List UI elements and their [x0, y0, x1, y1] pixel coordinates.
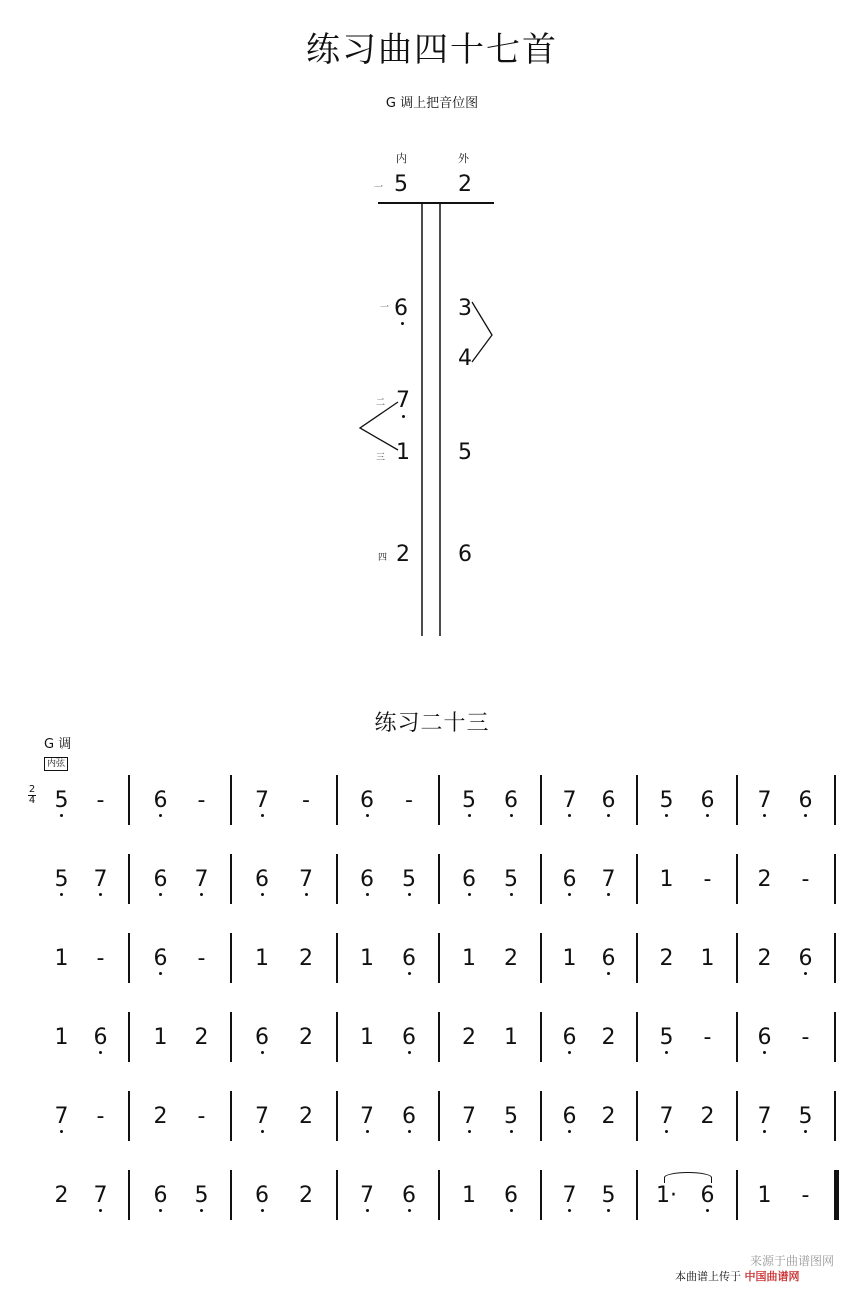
- measure: [646, 1012, 728, 1062]
- barline: [736, 854, 738, 904]
- outer-note: 5: [458, 440, 472, 465]
- measure: [346, 1012, 430, 1062]
- low-octave-dot: [159, 893, 162, 896]
- note: -: [96, 945, 105, 971]
- barline: [636, 933, 638, 983]
- barline: [336, 1012, 338, 1062]
- low-octave-dot: [408, 1209, 411, 1212]
- note: 6: [397, 946, 421, 971]
- note: 2: [54, 1182, 69, 1208]
- low-octave-dot: [804, 972, 807, 975]
- barline: [834, 1012, 836, 1062]
- position-mark: 一: [374, 183, 384, 193]
- note: 7: [597, 867, 621, 892]
- measure: [240, 1170, 328, 1220]
- note: 6: [558, 867, 582, 892]
- position-mark: 一: [380, 303, 390, 313]
- note: 6: [753, 1025, 777, 1050]
- position-mark: 三: [376, 453, 386, 463]
- barline: [128, 1170, 130, 1220]
- score-row: [0, 1091, 864, 1151]
- measure: [140, 854, 222, 904]
- barline: [636, 775, 638, 825]
- low-octave-dot: [665, 814, 668, 817]
- measure: [550, 933, 628, 983]
- barline: [336, 933, 338, 983]
- note: -: [197, 787, 206, 813]
- measure: [346, 933, 430, 983]
- measure: [346, 775, 430, 825]
- note: -: [801, 866, 810, 892]
- note: -: [197, 945, 206, 971]
- low-octave-dot: [763, 1130, 766, 1133]
- time-sig-bottom: 4: [28, 795, 36, 806]
- measure: [140, 933, 222, 983]
- note: 6: [250, 867, 274, 892]
- measure: [448, 854, 532, 904]
- note: 2: [153, 1103, 168, 1129]
- barline: [636, 1012, 638, 1062]
- low-octave-dot: [706, 814, 709, 817]
- note: 5: [50, 788, 74, 813]
- low-octave-dot: [200, 893, 203, 896]
- measure: [42, 1170, 120, 1220]
- low-octave-dot: [408, 1130, 411, 1133]
- low-octave-dot: [60, 893, 63, 896]
- low-octave-dot: [568, 1130, 571, 1133]
- outer-note: 6: [458, 542, 472, 567]
- measure: [550, 854, 628, 904]
- note: 7: [250, 788, 274, 813]
- measure: [744, 1091, 826, 1141]
- measure: [744, 775, 826, 825]
- note: 2: [299, 1182, 313, 1208]
- measure: [42, 933, 120, 983]
- note: 5: [794, 1104, 818, 1129]
- measure: [240, 1091, 328, 1141]
- note: 5: [457, 788, 481, 813]
- note: -: [197, 1103, 206, 1129]
- barline: [128, 1012, 130, 1062]
- measure: [140, 1012, 222, 1062]
- note: 6: [89, 1025, 113, 1050]
- score-row: [0, 775, 864, 835]
- note: 6: [558, 1025, 582, 1050]
- low-octave-dot: [568, 1209, 571, 1212]
- measure: [646, 854, 728, 904]
- note: 2: [299, 1024, 313, 1050]
- note: 6: [397, 1183, 421, 1208]
- measure: [550, 1012, 628, 1062]
- low-octave-dot: [99, 893, 102, 896]
- note: 6: [250, 1183, 274, 1208]
- note: 7: [753, 1104, 777, 1129]
- watermark: 来源于曲谱图网: [749, 1254, 834, 1268]
- measure: [42, 775, 120, 825]
- note: 7: [558, 1183, 582, 1208]
- note: 5: [597, 1183, 621, 1208]
- fingering-chart-title: G 调上把音位图: [385, 96, 479, 111]
- exercise-title: 练习二十三: [374, 711, 490, 736]
- inner-note: 1: [396, 440, 410, 465]
- low-octave-dot: [468, 893, 471, 896]
- low-octave-dot: [366, 1209, 369, 1212]
- low-octave-dot: [804, 1130, 807, 1133]
- low-octave-dot: [510, 1130, 513, 1133]
- measure: [448, 1170, 532, 1220]
- note: 5: [655, 788, 679, 813]
- outer-note: 4: [458, 346, 472, 371]
- note: 1: [255, 945, 269, 971]
- note: 6: [696, 788, 720, 813]
- low-octave-dot: [261, 893, 264, 896]
- key-signature: G 调: [44, 737, 72, 752]
- measure: [448, 933, 532, 983]
- score-row: [0, 1012, 864, 1072]
- low-octave-dot: [804, 814, 807, 817]
- measure: [550, 1170, 628, 1220]
- note: 1·: [656, 1182, 677, 1208]
- barline: [438, 1170, 440, 1220]
- note: 5: [499, 867, 523, 892]
- note: 2: [299, 1103, 313, 1129]
- note: -: [703, 866, 712, 892]
- note: 1: [54, 1024, 69, 1050]
- barline: [736, 1091, 738, 1141]
- note: 7: [753, 788, 777, 813]
- measure: [140, 775, 222, 825]
- note: 7: [355, 1183, 379, 1208]
- note: 1: [153, 1024, 168, 1050]
- barline: [128, 933, 130, 983]
- barline: [438, 854, 440, 904]
- barline: [128, 1091, 130, 1141]
- note: 6: [149, 946, 173, 971]
- low-octave-dot: [159, 814, 162, 817]
- note: 7: [355, 1104, 379, 1129]
- note: 2: [700, 1103, 715, 1129]
- measure: [42, 1012, 120, 1062]
- barline: [736, 1170, 738, 1220]
- note: 6: [149, 788, 173, 813]
- barline: [540, 1091, 542, 1141]
- outer-note: 2: [458, 172, 472, 197]
- measure: [346, 1091, 430, 1141]
- barline: [636, 854, 638, 904]
- low-octave-dot: [99, 1209, 102, 1212]
- note: -: [96, 1103, 105, 1129]
- low-octave-dot: [261, 1051, 264, 1054]
- barline: [230, 854, 232, 904]
- barline: [834, 1091, 836, 1141]
- low-octave-dot: [763, 1051, 766, 1054]
- note: 6: [397, 1025, 421, 1050]
- position-mark: 四: [378, 553, 388, 563]
- note: 7: [250, 1104, 274, 1129]
- time-sig-top: 2: [28, 784, 36, 795]
- barline: [336, 854, 338, 904]
- low-octave-dot: [408, 1051, 411, 1054]
- measure: [550, 1091, 628, 1141]
- measure: [140, 1091, 222, 1141]
- inner-note: 7: [396, 388, 410, 413]
- measure: [140, 1170, 222, 1220]
- barline: [230, 775, 232, 825]
- barline: [438, 933, 440, 983]
- barline: [736, 933, 738, 983]
- low-octave-dot: [366, 893, 369, 896]
- note: -: [703, 1024, 712, 1050]
- note: 1: [360, 945, 374, 971]
- note: 5: [655, 1025, 679, 1050]
- note: 7: [89, 867, 113, 892]
- measure: [646, 775, 728, 825]
- barline: [834, 854, 836, 904]
- low-octave-dot: [763, 814, 766, 817]
- note: 1: [700, 945, 715, 971]
- note: 5: [499, 1104, 523, 1129]
- barline: [438, 1091, 440, 1141]
- score-row: [0, 1170, 864, 1230]
- barline: [540, 1012, 542, 1062]
- note: 7: [50, 1104, 74, 1129]
- note: 6: [397, 1104, 421, 1129]
- note: 7: [190, 867, 214, 892]
- barline: [834, 775, 836, 825]
- measure: [240, 933, 328, 983]
- note: 6: [794, 946, 818, 971]
- barline: [128, 775, 130, 825]
- note: -: [801, 1024, 810, 1050]
- measure: [448, 775, 532, 825]
- score-row: [0, 933, 864, 993]
- barline: [834, 933, 836, 983]
- barline: [230, 1170, 232, 1220]
- low-octave-dot: [200, 1209, 203, 1212]
- low-octave-dot: [607, 972, 610, 975]
- note: 2: [504, 945, 518, 971]
- measure: [550, 775, 628, 825]
- note: -: [96, 787, 105, 813]
- page-title: 练习曲四十七首: [306, 30, 558, 70]
- string-indicator: 内弦: [44, 757, 68, 771]
- barline: [336, 1091, 338, 1141]
- note: 1: [562, 945, 577, 971]
- low-octave-dot: [159, 972, 162, 975]
- measure: [744, 1170, 826, 1220]
- measure: [448, 1091, 532, 1141]
- footer-brand: 中国曲谱网: [744, 1270, 800, 1283]
- low-octave-dot: [366, 814, 369, 817]
- barline: [336, 1170, 338, 1220]
- barline: [230, 1012, 232, 1062]
- note: -: [405, 787, 413, 813]
- barline: [438, 775, 440, 825]
- note: 6: [597, 946, 621, 971]
- note: 2: [601, 1024, 616, 1050]
- barline: [636, 1091, 638, 1141]
- barline: [540, 1170, 542, 1220]
- barline: [230, 933, 232, 983]
- measure: [240, 854, 328, 904]
- note: 1: [54, 945, 69, 971]
- low-octave-dot: [408, 893, 411, 896]
- note: 5: [190, 1183, 214, 1208]
- low-octave-dot: [665, 1051, 668, 1054]
- note: 2: [194, 1024, 209, 1050]
- inner-note: 2: [396, 542, 410, 567]
- low-octave-dot: [468, 814, 471, 817]
- note: 7: [558, 788, 582, 813]
- note: 1: [757, 1182, 772, 1208]
- note: 6: [696, 1183, 720, 1208]
- measure: [42, 854, 120, 904]
- footer-caption: [675, 1268, 800, 1284]
- measure: [240, 1012, 328, 1062]
- score-row: [0, 854, 864, 914]
- low-octave-dot: [607, 814, 610, 817]
- note: 7: [655, 1104, 679, 1129]
- low-octave-dot: [607, 1209, 610, 1212]
- low-octave-dot: [665, 1130, 668, 1133]
- note: 6: [794, 788, 818, 813]
- barline: [636, 1170, 638, 1220]
- note: 5: [397, 867, 421, 892]
- low-octave-dot: [510, 1209, 513, 1212]
- low-octave-dot: [366, 1130, 369, 1133]
- note: 1: [360, 1024, 374, 1050]
- footer-caption-text: 本曲谱上传于: [675, 1270, 741, 1283]
- note: 2: [757, 945, 772, 971]
- note: 6: [457, 867, 481, 892]
- low-octave-dot: [261, 1209, 264, 1212]
- note: 7: [89, 1183, 113, 1208]
- barline: [128, 854, 130, 904]
- note: 7: [294, 867, 318, 892]
- barline: [834, 1170, 839, 1220]
- note: 2: [659, 945, 674, 971]
- measure: [744, 854, 826, 904]
- note: 2: [462, 1024, 476, 1050]
- barline: [540, 933, 542, 983]
- low-octave-dot: [510, 814, 513, 817]
- outer-note: 3: [458, 296, 472, 321]
- barline: [736, 775, 738, 825]
- note: 6: [250, 1025, 274, 1050]
- inner-note: 6: [394, 296, 408, 321]
- low-octave-dot: [568, 1051, 571, 1054]
- measure: [42, 1091, 120, 1141]
- measure: [240, 775, 328, 825]
- note: 6: [355, 867, 379, 892]
- measure: [646, 933, 728, 983]
- low-octave-dot: [99, 1051, 102, 1054]
- measure: [346, 1170, 430, 1220]
- note: -: [302, 787, 310, 813]
- note: 5: [50, 867, 74, 892]
- barline: [540, 775, 542, 825]
- inner-string-label: 内: [396, 152, 407, 165]
- low-octave-dot: [305, 893, 308, 896]
- low-octave-dot: [706, 1209, 709, 1212]
- tie-arc: [664, 1172, 712, 1183]
- low-octave-dot: [510, 893, 513, 896]
- note: 6: [149, 1183, 173, 1208]
- note: 1: [659, 866, 674, 892]
- note: 1: [462, 945, 476, 971]
- low-octave-dot: [408, 972, 411, 975]
- measure: [744, 933, 826, 983]
- note: 2: [601, 1103, 616, 1129]
- barline: [438, 1012, 440, 1062]
- note: 1: [504, 1024, 518, 1050]
- barline: [540, 854, 542, 904]
- low-octave-dot: [159, 1209, 162, 1212]
- note: 7: [457, 1104, 481, 1129]
- note: -: [801, 1182, 810, 1208]
- barline: [230, 1091, 232, 1141]
- measure: [346, 854, 430, 904]
- note: 6: [499, 1183, 523, 1208]
- note: 6: [499, 788, 523, 813]
- position-mark: 二: [376, 398, 386, 408]
- inner-note: 5: [394, 172, 408, 197]
- low-octave-dot: [468, 1130, 471, 1133]
- low-octave-dot: [568, 814, 571, 817]
- measure: [646, 1091, 728, 1141]
- note: 6: [149, 867, 173, 892]
- note: 2: [757, 866, 772, 892]
- note: 6: [355, 788, 379, 813]
- low-octave-dot: [60, 814, 63, 817]
- measure: [646, 1170, 728, 1220]
- barline: [736, 1012, 738, 1062]
- low-octave-dot: [568, 893, 571, 896]
- low-octave-dot: [261, 1130, 264, 1133]
- note: 6: [558, 1104, 582, 1129]
- low-octave-dot: [607, 893, 610, 896]
- note: 6: [597, 788, 621, 813]
- low-octave-dot: [261, 814, 264, 817]
- measure: [448, 1012, 532, 1062]
- note: 1: [462, 1182, 476, 1208]
- barline: [336, 775, 338, 825]
- outer-string-label: 外: [458, 152, 469, 165]
- low-octave-dot: [60, 1130, 63, 1133]
- note: 2: [299, 945, 313, 971]
- measure: [744, 1012, 826, 1062]
